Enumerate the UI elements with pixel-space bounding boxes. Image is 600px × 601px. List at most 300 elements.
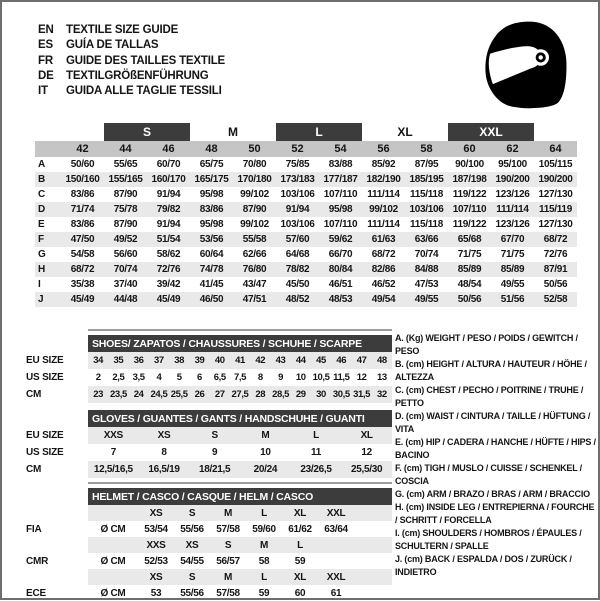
helmet-icon-svg [480, 16, 572, 110]
gloves-table-body [26, 427, 394, 478]
row-letter: F [38, 234, 44, 245]
table-cell: 12 [356, 372, 367, 383]
row-values [88, 369, 392, 386]
table-cell: 55/65 [113, 159, 138, 170]
table-cell: 68/72 [543, 234, 568, 245]
helmet-size-header: S [188, 507, 196, 519]
helmet-size-header: M [223, 507, 233, 519]
table-cell: 80/84 [328, 264, 353, 275]
table-cell: 119/122 [452, 189, 487, 200]
legend-item: D. (cm) WAIST / CINTURA / TAILLE / HÜFTUNG / VITA [395, 411, 591, 434]
helmet-sizes-values [88, 505, 392, 521]
table-cell: 68/72 [70, 264, 95, 275]
table-cell: 60/64 [199, 249, 224, 260]
table-cell: 38 [174, 355, 185, 366]
table-cell: 160/170 [151, 174, 186, 185]
table-row [26, 444, 394, 461]
spacer-cell [88, 537, 138, 553]
table-cell: XL [360, 430, 373, 441]
table-row [26, 369, 394, 386]
table-cell: 115/119 [539, 204, 572, 215]
language-title: GUIDA ALLE TAGLIE TESSILI [66, 85, 222, 98]
helmet-size-header: S [188, 571, 196, 583]
helmet-size-header: S [224, 539, 232, 551]
table-cell: 27 [214, 389, 225, 400]
size-group-label: L [276, 123, 362, 141]
size-group-label: M [228, 125, 238, 139]
helmet-sizes-row [26, 505, 394, 521]
table-cell: 115/118 [410, 189, 443, 200]
language-title: GUIDE DES TAILLES TEXTILE [66, 54, 225, 67]
table-cell: 39 [194, 355, 205, 366]
table-cell: 46/51 [328, 279, 353, 290]
table-cell: 91/94 [156, 189, 181, 200]
table-cell: 95/98 [199, 219, 224, 230]
helmet-size-header: XS [185, 539, 199, 551]
table-cell: 72/76 [543, 249, 568, 260]
table-cell: 23 [93, 389, 104, 400]
size-table-row [35, 232, 577, 247]
size-table-row [35, 187, 577, 202]
legend-item: A. (Kg) WEIGHT / PESO / POIDS / GEWITCH / PESO [395, 333, 578, 356]
table-cell: 32 [376, 389, 387, 400]
table-cell: 10 [260, 447, 271, 458]
diameter-unit-label: Ø CM [100, 555, 126, 567]
table-cell: M [261, 430, 270, 441]
table-cell: 45/49 [70, 294, 95, 305]
table-cell: 51/56 [500, 294, 525, 305]
table-cell: 190/200 [495, 174, 530, 185]
shoes-table [26, 335, 394, 403]
table-cell: 13 [376, 372, 387, 383]
helmet-size-header: XS [149, 507, 163, 519]
language-code: EN [38, 24, 54, 36]
table-cell: 49/54 [371, 294, 396, 305]
table-cell: 24,5 [150, 389, 168, 400]
table-cell: 50/56 [543, 279, 568, 290]
helmet-size-header: L [261, 571, 267, 583]
helmet-values [88, 521, 392, 537]
table-cell: 103/106 [280, 189, 315, 200]
table-cell: 24 [133, 389, 144, 400]
table-cell: 61 [330, 587, 342, 599]
size-column-header: 54 [334, 143, 347, 155]
size-table-row [35, 172, 577, 187]
table-cell: 58/62 [156, 249, 181, 260]
table-cell: 48/53 [328, 294, 353, 305]
language-code: ES [38, 39, 53, 52]
table-cell: 63/64 [324, 523, 348, 535]
helmet-size-header: M [259, 539, 269, 551]
table-cell: 61/63 [371, 234, 396, 245]
legend-item: E. (cm) HIP / CADERA / HANCHE / HÜFTE / HIPS / BACINO [395, 437, 596, 460]
row-label: US SIZE [26, 447, 64, 458]
table-cell: 59 [258, 587, 270, 599]
table-cell: 41/45 [199, 279, 224, 290]
row-letter: I [38, 279, 41, 290]
table-cell: L [313, 430, 319, 441]
table-cell: 57/58 [216, 523, 240, 535]
language-code: IT [38, 85, 48, 98]
table-cell: 9 [278, 372, 283, 383]
table-cell: 41 [235, 355, 245, 366]
table-cell: 46 [336, 355, 347, 366]
table-cell: 71/74 [70, 204, 95, 215]
table-cell: 59/62 [328, 234, 353, 245]
table-cell: 2 [95, 372, 101, 383]
table-cell: 91/94 [156, 219, 181, 230]
table-cell: 150/160 [65, 174, 100, 185]
spacer [26, 488, 88, 505]
size-group-label: S [104, 123, 190, 141]
table-cell: 44/48 [113, 294, 138, 305]
table-cell: 48/54 [457, 279, 482, 290]
size-table-row [35, 262, 577, 277]
helmet-sizes-values [88, 537, 392, 553]
table-cell: 75/85 [285, 159, 310, 170]
table-cell: 95/98 [199, 189, 224, 200]
table-cell: 177/187 [323, 174, 358, 185]
row-label: CM [26, 464, 42, 475]
table-cell: 56/57 [216, 555, 240, 567]
row-label: FIA [26, 523, 42, 535]
table-cell: 90/100 [455, 159, 484, 170]
size-column-header: 60 [463, 143, 476, 155]
size-table-row [35, 277, 577, 292]
language-code: DE [38, 69, 54, 82]
table-cell: 182/190 [366, 174, 401, 185]
size-number-row [35, 141, 577, 157]
helmet-sizes-values [88, 569, 392, 585]
row-letter: C [38, 189, 45, 200]
table-cell: 78/82 [285, 264, 310, 275]
row-letter: G [38, 249, 46, 260]
table-cell: 83/88 [328, 159, 353, 170]
table-cell: 7,5 [233, 372, 246, 383]
size-column-header: 52 [291, 143, 304, 155]
table-cell: 5 [176, 372, 182, 383]
table-cell: 53/54 [144, 523, 168, 535]
helmet-size-header: XXL [326, 571, 346, 583]
table-cell: 6 [197, 372, 202, 383]
table-cell: 107/110 [323, 219, 358, 230]
helmet-table [26, 488, 394, 601]
table-cell: 173/183 [280, 174, 315, 185]
table-cell: 47/50 [70, 234, 95, 245]
table-cell: 99/102 [240, 219, 269, 230]
table-cell: 37/40 [113, 279, 138, 290]
table-cell: 34 [93, 355, 104, 366]
diameter-unit-label: Ø CM [100, 587, 126, 599]
table-cell: 51/54 [156, 234, 181, 245]
spacer [26, 537, 88, 553]
table-cell: 65/75 [199, 159, 224, 170]
helmet-size-header: XXL [326, 507, 346, 519]
helmet-size-header: XXS [146, 539, 166, 551]
spacer [26, 505, 88, 521]
size-column-header: 42 [76, 143, 89, 155]
table-cell: 49/52 [113, 234, 138, 245]
table-cell: 45/49 [156, 294, 181, 305]
table-cell: 47/51 [242, 294, 267, 305]
table-cell: 36 [133, 355, 144, 366]
table-cell: 29 [295, 389, 306, 400]
table-cell: 37 [154, 355, 164, 366]
helmet-size-header: XL [293, 507, 307, 519]
table-cell: 10,5 [312, 372, 330, 383]
table-cell: 55/56 [180, 587, 204, 599]
table-cell: 47 [356, 355, 367, 366]
table-cell: 25,5/30 [351, 464, 383, 475]
table-cell: XXS [103, 430, 123, 441]
table-cell: 49/55 [414, 294, 439, 305]
shoes-table-title: SHOES/ ZAPATOS / CHAUSSURES / SCHUHE / SCARPE [88, 335, 392, 352]
size-column-header: 50 [248, 143, 261, 155]
table-cell: 67/70 [500, 234, 525, 245]
table-cell: 91/94 [285, 204, 310, 215]
row-label: EU SIZE [26, 355, 64, 366]
table-cell: 56/60 [113, 249, 138, 260]
table-cell: S [211, 430, 218, 441]
helmet-size-header [318, 537, 354, 553]
table-cell: 7 [110, 447, 116, 458]
row-letter: J [38, 294, 44, 305]
table-cell: 45/50 [285, 279, 310, 290]
table-cell: 20/24 [253, 464, 278, 475]
size-column-header: 44 [119, 143, 132, 155]
legend-item: G. (cm) ARM / BRAZO / BRAS / ARM / BRACCIO [395, 489, 590, 499]
table-cell: 75/78 [113, 204, 138, 215]
table-cell: 71/75 [500, 249, 525, 260]
spacer-cell [88, 505, 138, 521]
full-face-helmet-icon [480, 16, 572, 110]
table-cell: 23,5 [109, 389, 127, 400]
row-values [88, 444, 392, 461]
row-label: EU SIZE [26, 430, 64, 441]
table-cell: 50/56 [457, 294, 482, 305]
table-cell: 155/165 [108, 174, 143, 185]
table-cell: 11,5 [333, 372, 350, 383]
size-table-row [35, 217, 577, 232]
table-cell: 95/98 [328, 204, 353, 215]
language-title: TEXTILGRÖßENFÜHRUNG [66, 69, 209, 82]
helmet-values [88, 585, 392, 601]
table-cell: 52/58 [543, 294, 568, 305]
row-label: CMR [26, 555, 49, 567]
table-cell: 123/126 [495, 219, 530, 230]
row-letter: E [38, 219, 45, 230]
legend-item: I. (cm) SHOULDERS / HOMBROS / ÉPAULES / SCHULTERN / SPALLE [395, 528, 582, 551]
helmet-values-row [26, 553, 394, 569]
table-cell: 72/76 [156, 264, 181, 275]
helmet-sizes-row [26, 537, 394, 553]
table-cell: 103/106 [280, 219, 315, 230]
table-row [26, 427, 394, 444]
language-row [38, 23, 225, 38]
table-cell: 6,5 [213, 372, 226, 383]
table-cell: 54/55 [180, 555, 204, 567]
language-row [38, 69, 225, 84]
table-cell: 3,5 [132, 372, 145, 383]
spacer [26, 410, 88, 427]
table-cell: 39/42 [156, 279, 181, 290]
gloves-title-row [26, 410, 394, 427]
size-table-row [35, 292, 577, 307]
legend-item: J. (cm) BACK / ESPALDA / DOS / ZURÜCK / INDIETRO [395, 554, 572, 577]
table-cell: 127/130 [538, 219, 573, 230]
table-cell: 43 [275, 355, 286, 366]
textile-size-table [35, 123, 577, 307]
table-cell: 47/53 [414, 279, 439, 290]
row-label: CM [26, 389, 42, 400]
divider-line [88, 329, 392, 331]
table-cell: 79/82 [156, 204, 181, 215]
table-cell: 83/86 [199, 204, 224, 215]
helmet-values-row [26, 521, 394, 537]
table-cell: 9 [212, 447, 218, 458]
table-cell: 8 [161, 447, 167, 458]
table-cell: 87/90 [113, 219, 138, 230]
row-letter: A [38, 159, 45, 170]
table-cell: 115/118 [410, 219, 443, 230]
table-cell: 190/200 [538, 174, 573, 185]
lower-tables [26, 329, 394, 601]
size-table-row [35, 247, 577, 262]
helmet-sizes-row [26, 569, 394, 585]
language-list [38, 23, 225, 99]
gloves-table [26, 410, 394, 478]
table-cell: 85/89 [457, 264, 482, 275]
diameter-unit-label: Ø CM [100, 523, 126, 535]
table-cell: 11 [311, 447, 321, 458]
table-cell: 54/58 [70, 249, 95, 260]
table-cell: 35/38 [70, 279, 95, 290]
table-cell: 74/78 [199, 264, 224, 275]
table-cell: 58 [258, 555, 270, 567]
language-row [38, 54, 225, 69]
helmet-size-header: M [223, 571, 233, 583]
table-cell: 60 [294, 587, 306, 599]
table-row [26, 352, 394, 369]
row-values [88, 352, 392, 369]
table-cell: 123/126 [495, 189, 530, 200]
table-cell: 187/198 [452, 174, 487, 185]
table-cell: 85/92 [371, 159, 396, 170]
language-code: FR [38, 54, 53, 67]
table-cell: 111/114 [367, 219, 400, 230]
row-label: US SIZE [26, 372, 64, 383]
table-cell: 12,5/16,5 [93, 464, 133, 475]
table-cell: 23/26,5 [300, 464, 332, 475]
divider-line [88, 482, 392, 484]
size-column-header: 62 [506, 143, 519, 155]
table-cell: 76/80 [242, 264, 267, 275]
table-cell: 40 [214, 355, 225, 366]
table-cell: 52/53 [144, 555, 168, 567]
row-letter: D [38, 204, 45, 215]
table-cell: 87/90 [113, 189, 138, 200]
table-cell: 127/130 [538, 189, 573, 200]
table-cell: 4 [156, 372, 162, 383]
helmet-table-title: HELMET / CASCO / CASQUE / HELM / CASCO [88, 488, 392, 505]
table-cell: 111/114 [367, 189, 400, 200]
table-cell: 87/95 [414, 159, 439, 170]
table-cell: 84/88 [414, 264, 439, 275]
table-cell: 66/70 [328, 249, 353, 260]
table-cell: 28,5 [272, 389, 289, 400]
table-cell: 28 [255, 389, 266, 400]
helmet-title-row [26, 488, 394, 505]
gloves-table-title: GLOVES / GUANTES / GANTS / HANDSCHUHE / GUANTI [88, 410, 392, 427]
spacer-cell [35, 141, 61, 157]
table-cell: 59/60 [252, 523, 276, 535]
table-cell: 35 [113, 355, 124, 366]
table-cell: 50/60 [70, 159, 95, 170]
table-row [26, 386, 394, 403]
row-label: ECE [26, 587, 46, 599]
size-column-header: 58 [420, 143, 433, 155]
legend-item: H. (cm) INSIDE LEG / ENTREPIERNA / FOURCHE / SCHRITT / FORCELLA [395, 502, 595, 525]
table-cell: 99/102 [240, 189, 269, 200]
helmet-values-row [26, 585, 394, 601]
table-cell: 27,5 [231, 389, 249, 400]
table-cell: 48/52 [285, 294, 310, 305]
spacer-cell [88, 569, 138, 585]
table-cell: 103/106 [409, 204, 444, 215]
table-cell: 55/58 [242, 234, 267, 245]
table-cell: 83/86 [70, 189, 95, 200]
table-cell: 87/90 [242, 204, 267, 215]
table-cell: 70/74 [414, 249, 439, 260]
table-cell: 43/47 [242, 279, 267, 290]
table-cell: 61/62 [288, 523, 312, 535]
table-cell: 64/68 [285, 249, 310, 260]
size-table-row [35, 202, 577, 217]
row-letter: B [38, 174, 45, 185]
table-cell: 60/70 [156, 159, 181, 170]
size-column-header: 64 [549, 143, 562, 155]
table-cell: 18/21,5 [199, 464, 231, 475]
helmet-values [88, 553, 392, 569]
table-cell: 107/110 [323, 189, 358, 200]
table-cell: 53 [150, 587, 162, 599]
table-cell: 46/50 [199, 294, 224, 305]
helmet-table-body [26, 505, 394, 601]
row-values [88, 427, 392, 444]
table-cell: 107/110 [452, 204, 487, 215]
measurement-legend [395, 332, 598, 579]
table-cell: 185/195 [409, 174, 444, 185]
table-cell: 68/72 [371, 249, 396, 260]
table-row [26, 461, 394, 478]
helmet-size-header: XS [149, 571, 163, 583]
table-cell: 170/180 [237, 174, 272, 185]
table-cell: 44 [295, 355, 306, 366]
table-cell: 63/66 [414, 234, 439, 245]
table-cell: 12 [361, 447, 372, 458]
helmet-size-header: L [261, 507, 267, 519]
table-cell: 26 [194, 389, 205, 400]
language-row [38, 38, 225, 53]
size-group-label: XXL [448, 123, 534, 141]
table-cell: 53/56 [199, 234, 224, 245]
language-title: TEXTILE SIZE GUIDE [66, 24, 179, 36]
table-cell: 57/60 [285, 234, 310, 245]
size-label-row [35, 123, 577, 141]
row-letter: H [38, 264, 45, 275]
size-table-row [35, 157, 577, 172]
table-cell [318, 553, 354, 569]
